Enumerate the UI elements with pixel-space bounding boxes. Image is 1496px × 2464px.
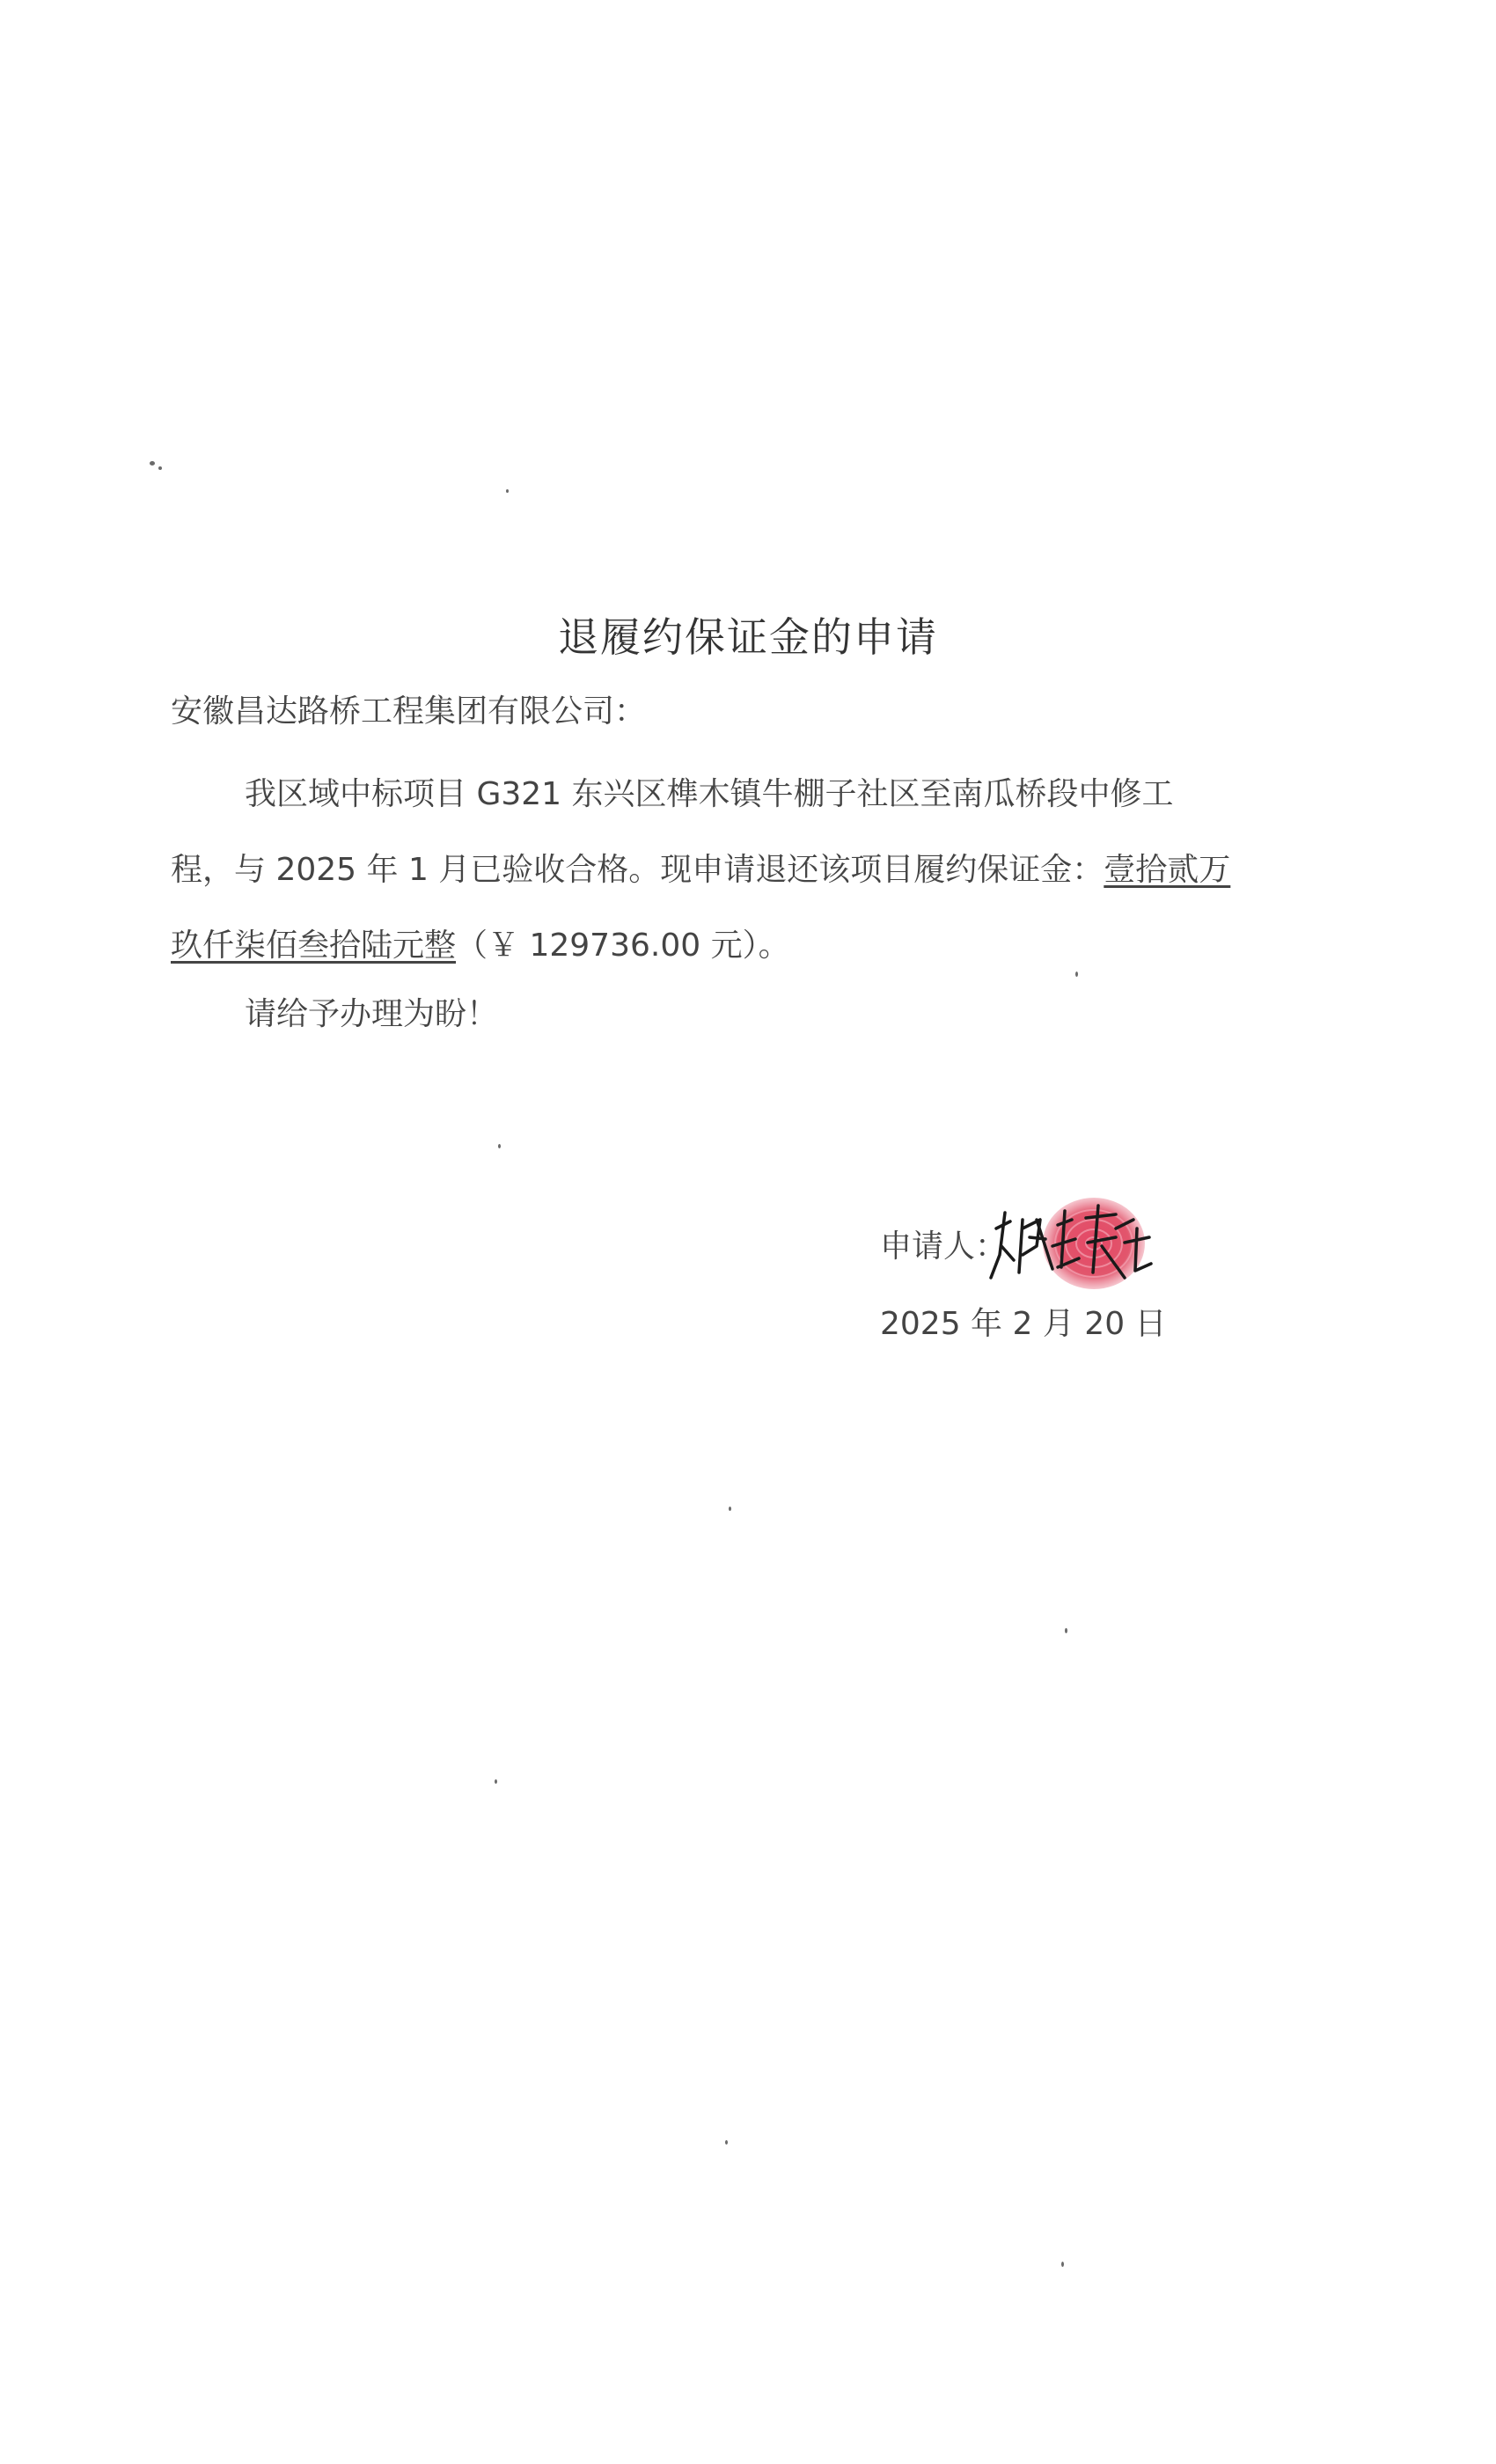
scan-speck (725, 2140, 728, 2145)
amount-in-words: 壹拾贰万玖仟柒佰叁拾陆元整 (171, 852, 1231, 964)
scan-speck (495, 1779, 497, 1784)
scan-speck (498, 1144, 501, 1148)
scan-speck (158, 466, 162, 470)
scan-speck (506, 489, 509, 493)
paragraph-content (171, 757, 1236, 984)
application-date: 2025 年 2 月 20 日 (880, 1306, 1167, 1342)
scan-speck (1075, 972, 1078, 977)
scan-speck (1061, 2262, 1064, 2267)
closing-line: 请给予办理为盼！ (245, 996, 499, 1032)
scan-speck (1065, 1628, 1067, 1633)
scan-speck (729, 1507, 731, 1511)
document-title: 退履约保证金的申请 (558, 613, 938, 661)
handwritten-signature-icon (984, 1193, 1160, 1290)
main-paragraph (171, 757, 1236, 984)
amount-in-figures: （￥ 129736.00 元）。 (456, 928, 790, 964)
applicant-label: 申请人： (880, 1228, 1008, 1265)
signature-block (880, 1213, 1232, 1353)
scan-speck (150, 461, 155, 466)
paragraph-prefix: 我区域中标项目 G321 东兴区榫木镇牛棚子社区至南瓜桥段中修工程，与 2025 年 1 月已验收合格。现申请退还该项目履约保证金： (171, 776, 1174, 888)
addressee: 安徽昌达路桥工程集团有限公司： (171, 693, 647, 730)
